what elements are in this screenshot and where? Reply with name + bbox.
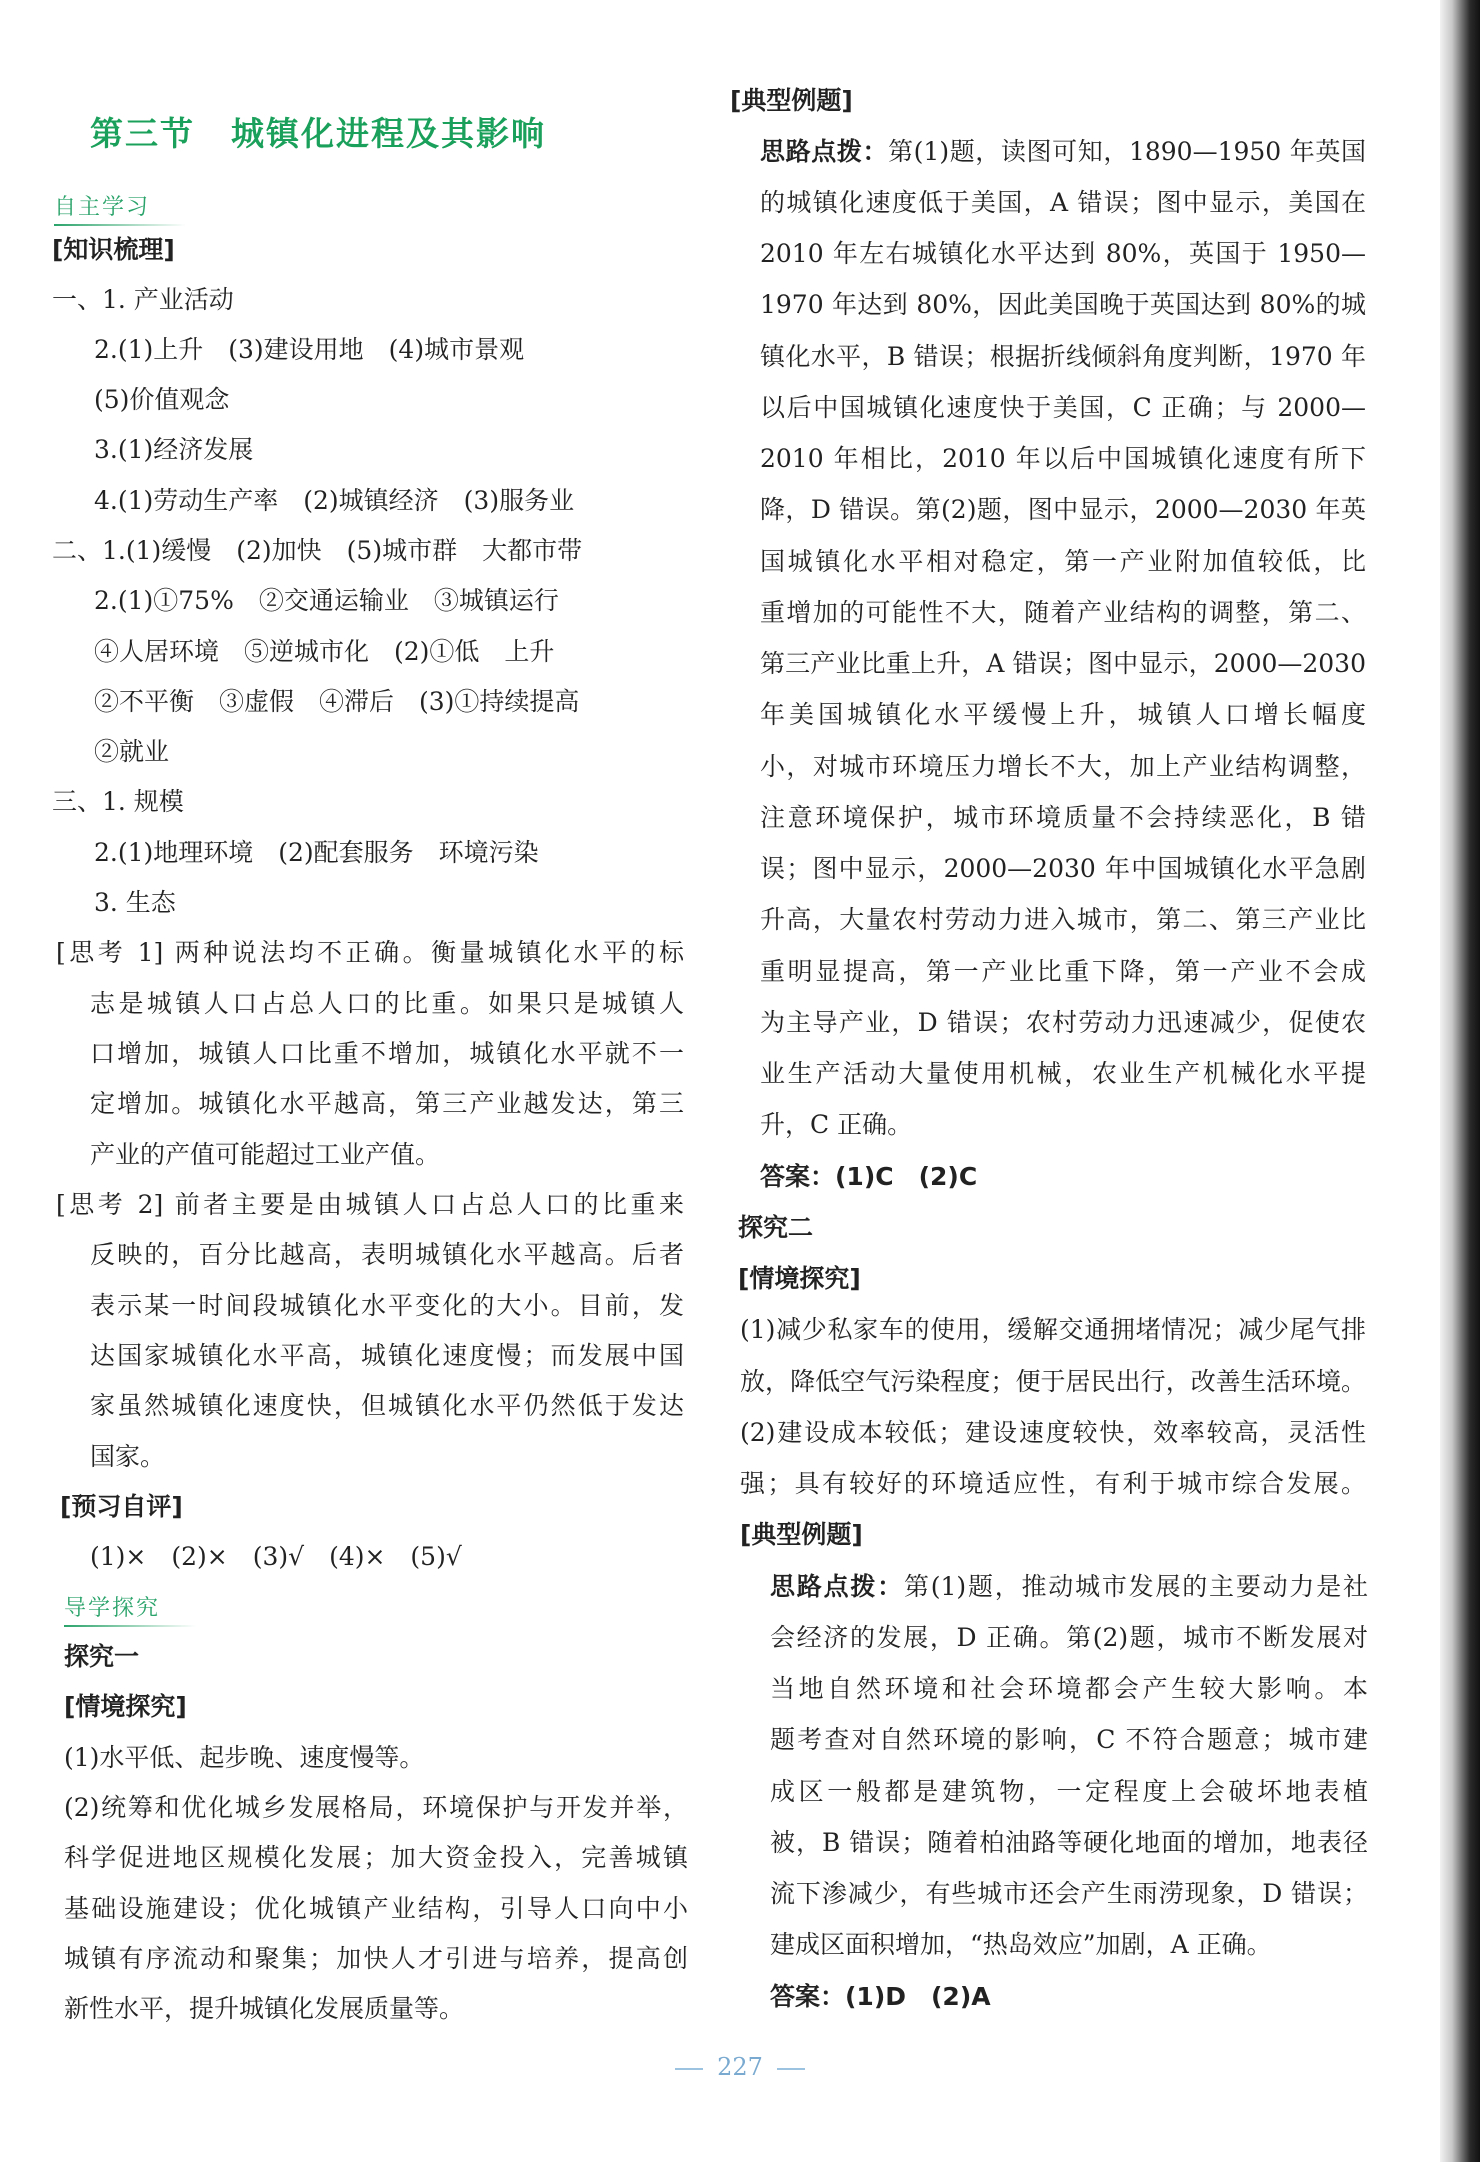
example-1-line: 重增加的可能性不大，随着产业结构的调整，第二、 <box>760 598 1366 627</box>
scenario-line: 新性水平，提升城镇化发展质量等。 <box>64 1994 465 2023</box>
knowledge-line: 4.(1)劳动生产率 (2)城镇经济 (3)服务业 <box>94 486 575 515</box>
answer-1: 答案：(1)C (2)C <box>760 1162 978 1191</box>
think-1-line: 口增加，城镇人口比重不增加，城镇化水平就不一 <box>90 1039 684 1068</box>
page-number: 227 <box>640 2053 840 2081</box>
think-1-line: 志是城镇人口占总人口的比重。如果只是城镇人 <box>90 989 684 1018</box>
section-tag-guided: 导学探究 <box>64 1591 160 1622</box>
scenario-line: 基础设施建设；优化城镇产业结构，引导人口向中小 <box>64 1894 688 1923</box>
example-1-line: 的城镇化速度低于美国，A 错误；图中显示，美国在 <box>760 188 1366 217</box>
knowledge-line: ④人居环境 ⑤逆城市化 (2)①低 上升 <box>94 637 555 666</box>
heading-preview: [预习自评] <box>60 1492 183 1521</box>
explore-1-heading: 探究一 <box>64 1642 140 1671</box>
example-1-line: 注意环境保护，城市环境质量不会持续恶化，B 错 <box>760 803 1366 832</box>
example-1-line: 以后中国城镇化速度快于美国，C 正确；与 2000— <box>760 393 1366 422</box>
scenario-2-line: (1)减少私家车的使用，缓解交通拥堵情况；减少尾气排 <box>740 1315 1366 1344</box>
example-1-line: 小，对城市环境压力增长不大，加上产业结构调整， <box>760 752 1366 781</box>
heading-example-1: [典型例题] <box>730 86 853 115</box>
think-2-line: 达国家城镇化水平高，城镇化速度慢；而发展中国 <box>90 1341 684 1370</box>
book-spine-shadow <box>1440 0 1480 2162</box>
section-title: 城镇化进程及其影响 <box>231 114 546 153</box>
example-2-line: 建成区面积增加，“热岛效应”加剧，A 正确。 <box>770 1930 1272 1959</box>
knowledge-line: 2.(1)①75% ②交通运输业 ③城镇运行 <box>94 586 559 615</box>
think-1-line: 产业的产值可能超过工业产值。 <box>90 1140 441 1169</box>
section-number: 第三节 <box>90 114 195 153</box>
scenario-line: (1)水平低、起步晚、速度慢等。 <box>64 1743 425 1772</box>
knowledge-line: ②不平衡 ③虚假 ④滞后 (3)①持续提高 <box>94 687 580 716</box>
example-1-line: 2010 年左右城镇化水平达到 80%，英国于 1950— <box>760 239 1366 268</box>
example-2-line: 思路点拨：第(1)题，推动城市发展的主要动力是社 <box>770 1572 1368 1601</box>
example-1-line: 第三产业比重上升，A 错误；图中显示，2000—2030 <box>760 649 1366 678</box>
example-1-line: 镇化水平，B 错误；根据折线倾斜角度判断，1970 年 <box>760 342 1366 371</box>
example-2-line: 被，B 错误；随着柏油路等硬化地面的增加，地表径 <box>770 1828 1368 1857</box>
knowledge-line: 一、1. 产业活动 <box>52 285 234 314</box>
heading-knowledge: [知识梳理] <box>52 235 175 264</box>
example-1-line: 思路点拨：第(1)题，读图可知，1890—1950 年英国 <box>760 137 1366 166</box>
heading-scenario: [情境探究] <box>64 1692 187 1721</box>
example-2-line: 成区一般都是建筑物，一定程度上会破坏地表植 <box>770 1777 1368 1806</box>
knowledge-line: 三、1. 规模 <box>52 787 184 816</box>
scenario-line: 城镇有序流动和聚集；加快人才引进与培养，提高创 <box>64 1944 688 1973</box>
scenario-line: 科学促进地区规模化发展；加大资金投入，完善城镇 <box>64 1843 688 1872</box>
knowledge-line: 2.(1)上升 (3)建设用地 (4)城市景观 <box>94 335 525 364</box>
answer-2: 答案：(1)D (2)A <box>770 1982 991 2011</box>
think-2-line: 家虽然城镇化速度快，但城镇化水平仍然低于发达 <box>90 1391 684 1420</box>
example-1-line: 升，C 正确。 <box>760 1110 913 1139</box>
think-2-line: 国家。 <box>90 1442 166 1471</box>
example-1-line: 1970 年达到 80%，因此美国晚于英国达到 80%的城 <box>760 290 1366 319</box>
example-1-line: 升高，大量农村劳动力进入城市，第二、第三产业比 <box>760 905 1366 934</box>
knowledge-line: (5)价值观念 <box>94 385 230 414</box>
think-1-line: [思考 1] 两种说法均不正确。衡量城镇化水平的标 <box>56 938 684 967</box>
example-2-line: 题考查对自然环境的影响，C 不符合题意；城市建 <box>770 1725 1368 1754</box>
example-2-line: 会经济的发展，D 正确。第(2)题，城市不断发展对 <box>770 1623 1368 1652</box>
page-title <box>90 108 546 155</box>
example-2-line: 当地自然环境和社会环境都会产生较大影响。本 <box>770 1674 1368 1703</box>
example-1-line: 年美国城镇化水平缓慢上升，城镇人口增长幅度 <box>760 700 1366 729</box>
scenario-2-line: (2)建设成本较低；建设速度较快，效率较高，灵活性 <box>740 1418 1366 1447</box>
knowledge-line: 2.(1)地理环境 (2)配套服务 环境污染 <box>94 838 539 867</box>
knowledge-line: 3.(1)经济发展 <box>94 435 254 464</box>
scenario-2-line: 强；具有较好的环境适应性，有利于城市综合发展。 <box>740 1469 1366 1498</box>
explore-2-heading: 探究二 <box>738 1213 814 1242</box>
scenario-line: (2)统筹和优化城乡发展格局，环境保护与开发并举， <box>64 1793 688 1822</box>
example-1-line: 降，D 错误。第(2)题，图中显示，2000—2030 年英 <box>760 495 1366 524</box>
section-tag-self-study: 自主学习 <box>54 190 150 221</box>
example-1-line: 重明显提高，第一产业比重下降，第一产业不会成 <box>760 957 1366 986</box>
example-1-line: 为主导产业，D 错误；农村劳动力迅速减少，促使农 <box>760 1008 1366 1037</box>
knowledge-line: 3. 生态 <box>94 888 176 917</box>
think-2-line: 表示某一时间段城镇化水平变化的大小。目前，发 <box>90 1291 684 1320</box>
hint-label: 思路点拨： <box>760 137 889 166</box>
scenario-2-line: 放，降低空气污染程度；便于居民出行，改善生活环境。 <box>740 1367 1366 1396</box>
example-1-line: 误；图中显示，2000—2030 年中国城镇化水平急剧 <box>760 854 1366 883</box>
example-1-line: 业生产活动大量使用机械，农业生产机械化水平提 <box>760 1059 1366 1088</box>
hint-label: 思路点拨： <box>770 1572 904 1601</box>
knowledge-line: ②就业 <box>94 737 170 766</box>
example-1-line: 2010 年相比，2010 年以后中国城镇化速度有所下 <box>760 444 1366 473</box>
example-2-line: 流下渗减少，有些城市还会产生雨涝现象，D 错误； <box>770 1879 1368 1908</box>
heading-scenario-2: [情境探究] <box>738 1264 861 1293</box>
heading-example-2: [典型例题] <box>740 1520 863 1549</box>
knowledge-line: 二、1.(1)缓慢 (2)加快 (5)城市群 大都市带 <box>52 536 583 565</box>
think-1-line: 定增加。城镇化水平越高，第三产业越发达，第三 <box>90 1089 684 1118</box>
example-1-line: 国城镇化水平相对稳定，第一产业附加值较低，比 <box>760 547 1366 576</box>
think-2-line: [思考 2] 前者主要是由城镇人口占总人口的比重来 <box>56 1190 684 1219</box>
think-2-line: 反映的，百分比越高，表明城镇化水平越高。后者 <box>90 1240 684 1269</box>
preview-answers: (1)× (2)× (3)√ (4)× (5)√ <box>90 1542 462 1571</box>
